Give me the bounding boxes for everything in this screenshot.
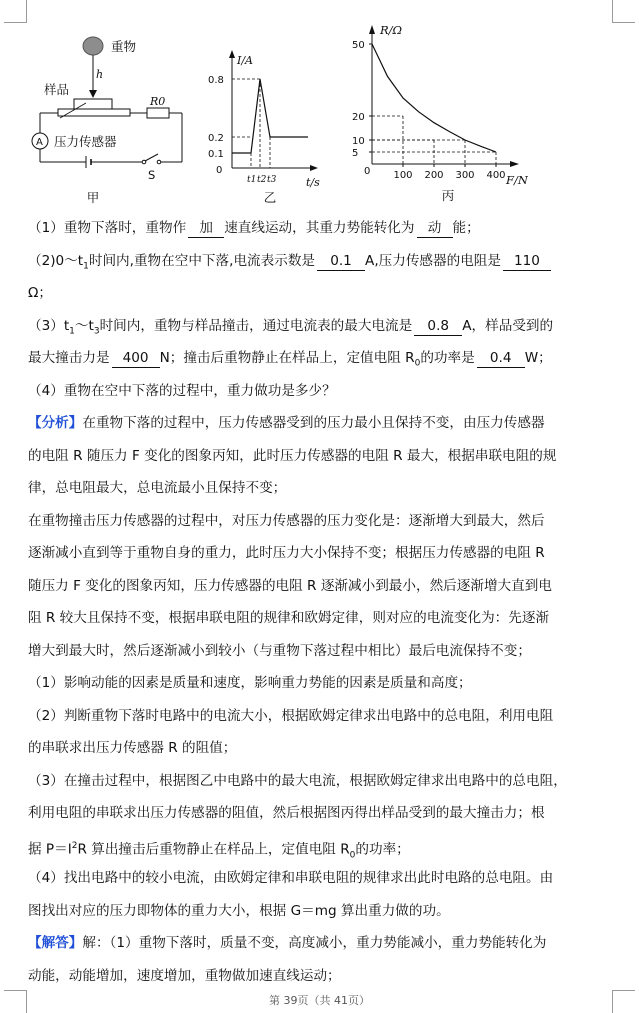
figure-jia: [20, 8, 190, 213]
sensor-label: 压力传感器: [54, 134, 117, 149]
bing-y-tick: 5: [352, 148, 359, 159]
r0-label: R0: [150, 95, 166, 108]
analysis-text: （3）在撞击过程中，根据图乙中电路中的最大电流，根据欧姆定律求出电路中的总电阻，: [28, 772, 567, 789]
answer-text: 解：（1）重物下落时，质量不变，高度减小，重力势能减小，重力势能转化为: [82, 935, 547, 951]
answer-blank: 400: [112, 349, 160, 368]
analysis-text: 的串联求出压力传感器 R 的阻值；: [28, 740, 237, 756]
text-body: [28, 212, 594, 992]
q2-text-b: 时间内,重物在空中下落,电流表示数是: [88, 252, 316, 269]
analysis-text: 图找出对应的压力即物体的重力大小，根据 G＝mg 算出重力做的功。: [28, 902, 450, 919]
bing-x-tick: 400: [486, 170, 506, 181]
question-3: [28, 310, 594, 343]
analysis-text: 在重物下落的过程中，压力传感器受到的压力最小且保持不变，由压力传感器: [82, 415, 545, 431]
analysis-line: [28, 570, 594, 603]
bing-x-tick: 100: [393, 170, 413, 181]
caption-bing: 丙: [441, 188, 455, 203]
yi-x-label: t/s: [306, 176, 320, 189]
bing-y-tick: 10: [352, 136, 365, 147]
answer-blank: 加: [188, 219, 224, 238]
page-footer: 第 39页（共 41页）: [269, 994, 370, 1007]
analysis-text: （2）判断重物下落时电路中的电流大小，根据欧姆定律求出电路中的总电阻，利用电阻: [28, 707, 554, 724]
analysis-text: （1）影响动能的因素是质量和速度，影响重力势能的因素是质量和高度；: [28, 675, 472, 691]
q3-text-c: A，样品受到的: [462, 317, 554, 334]
analysis-line: [28, 895, 594, 928]
q1-text-d: 能；: [452, 220, 480, 236]
analysis-line: [28, 797, 594, 830]
bing-y-tick: 50: [352, 40, 365, 51]
yi-x-tick: t1: [247, 175, 257, 185]
answer-blank: 0.1: [317, 252, 365, 271]
question-4: [28, 375, 594, 408]
answer-blank: 0.4: [477, 349, 525, 368]
q3-subscript: 0: [414, 358, 421, 369]
analysis-text: 阻 R 较大且保持不变，根据串联电阻的规律和欧姆定律，则对应的电流变化为：先逐渐: [28, 610, 550, 626]
q3-text-e: N；撞击后重物静止在样品上，定值电阻 R: [159, 350, 415, 366]
analysis-text: （4）找出电路中的较小电流，由欧姆定律和串联电阻的规律求出此时电路的总电阻。由: [28, 870, 554, 886]
analysis-line: [28, 635, 594, 668]
bing-x-label: F/N: [506, 173, 528, 187]
sample-label: 样品: [44, 82, 70, 97]
analysis-line: [28, 472, 594, 505]
q2-text-a: （2)0～t: [28, 252, 84, 269]
question-1: [28, 212, 594, 245]
figure-yi: [204, 8, 334, 213]
analysis-line: [28, 700, 594, 733]
analysis-line: [28, 732, 594, 765]
yi-y-label: I/A: [237, 54, 253, 67]
answer-blank: 0.8: [414, 317, 462, 336]
yi-y-tick: 0.8: [208, 75, 224, 86]
q2-text-c: A,压力传感器的电阻是: [365, 252, 501, 269]
q2-subscript: 1: [83, 261, 89, 272]
figures-row: [20, 8, 630, 213]
bing-y-tick: 0: [364, 166, 371, 177]
figure-bing: [328, 8, 528, 213]
question-2-unit: [28, 277, 594, 310]
analysis-text: 的功率；: [355, 841, 410, 858]
q4-text: （4）重物在空中下落的过程中，重力做功是多少？: [28, 382, 336, 399]
q1-text-c: 速直线运动，其重力势能转化为: [224, 220, 415, 236]
analysis-tag: 【分析】: [28, 415, 83, 431]
q3-text-b: 时间内，重物与样品撞击，通过电流表的最大电流是: [99, 317, 413, 334]
caption-yi: 乙: [263, 190, 277, 205]
bing-y-label: R/Ω: [380, 23, 403, 37]
question-2: [28, 245, 594, 278]
analysis-line: [28, 407, 594, 440]
answer-line: [28, 927, 594, 960]
bing-x-tick: 300: [455, 170, 475, 181]
r-f-chart: [328, 8, 528, 213]
answer-tag: 【解答】: [28, 935, 83, 951]
bing-x-tick: 200: [424, 170, 444, 181]
analysis-line: [28, 830, 594, 863]
caption-jia: 甲: [86, 190, 100, 205]
resistor-r0: [147, 108, 169, 118]
analysis-line: [28, 505, 594, 538]
switch-label: S: [148, 168, 156, 182]
q3-text-a: （3）t: [28, 317, 70, 334]
yi-x-tick: t2: [257, 175, 267, 185]
q3-subscript: 3: [93, 326, 100, 337]
yi-x-tick: t3: [267, 175, 277, 185]
analysis-line: [28, 862, 594, 895]
analysis-text: 的电阻 R 随压力 F 变化的图象丙知，此时压力传感器的电阻 R 最大，根据串联电阻的规: [28, 447, 557, 464]
answer-text: 动能，动能增加，速度增加，重物做加速直线运动；: [28, 967, 341, 984]
analysis-text: 利用电阻的串联求出压力传感器的阻值，然后根据图丙得出样品受到的最大撞击力；根: [28, 805, 545, 821]
question-3-cont: [28, 342, 594, 375]
q3-subscript: 1: [69, 326, 75, 337]
answer-blank: 动: [417, 219, 453, 238]
q3-text-tilde: ～t: [74, 317, 94, 334]
analysis-line: [28, 440, 594, 473]
q1-text-a: （1）重物下落时，重物作: [28, 220, 187, 236]
analysis-text: 在重物撞击压力传感器的过程中，对压力传感器的压力变化是：逐渐增大到最大，然后: [28, 512, 545, 529]
analysis-text: 增大到最大时，然后逐渐减小到较小（与重物下落过程中相比）最后电流保持不变；: [28, 642, 531, 659]
ammeter-label: A: [36, 137, 43, 148]
analysis-text: R 算出撞击后重物静止在样品上，定值电阻 R: [77, 841, 350, 858]
analysis-line: [28, 537, 594, 570]
current-curve: [232, 79, 308, 153]
q3-text-d: 最大撞击力是: [28, 350, 110, 366]
analysis-text: 据 P＝I: [28, 841, 72, 858]
analysis-superscript: 2: [71, 840, 78, 851]
yi-y-tick: 0.2: [208, 133, 224, 144]
weight-ball: [83, 37, 103, 55]
q3-text-f: 的功率是: [420, 350, 475, 366]
analysis-line: [28, 667, 594, 700]
analysis-subscript: 0: [349, 849, 356, 860]
answer-blank: 110: [503, 252, 551, 271]
weight-label: 重物: [111, 39, 137, 54]
height-label: h: [96, 68, 104, 81]
answer-line: [28, 960, 594, 993]
analysis-text: 随压力 F 变化的图象丙知，压力传感器的电阻 R 逐渐减小到最小，然后逐渐增大直到电: [28, 577, 552, 594]
analysis-text: 律，总电阻最大，总电流最小且保持不变；: [28, 480, 287, 496]
sample-block: [74, 99, 112, 109]
yi-y-tick: 0: [216, 165, 223, 176]
q3-text-g: W；: [524, 350, 552, 366]
resistance-curve: [372, 44, 496, 152]
analysis-line: [28, 602, 594, 635]
q2-unit: Ω；: [28, 285, 52, 301]
analysis-text: 逐渐减小直到等于重物自身的重力，此时压力大小保持不变；根据压力传感器的电阻 R: [28, 545, 545, 561]
yi-y-tick: 0.1: [208, 149, 224, 160]
analysis-line: [28, 765, 594, 798]
bing-y-tick: 20: [352, 112, 365, 123]
